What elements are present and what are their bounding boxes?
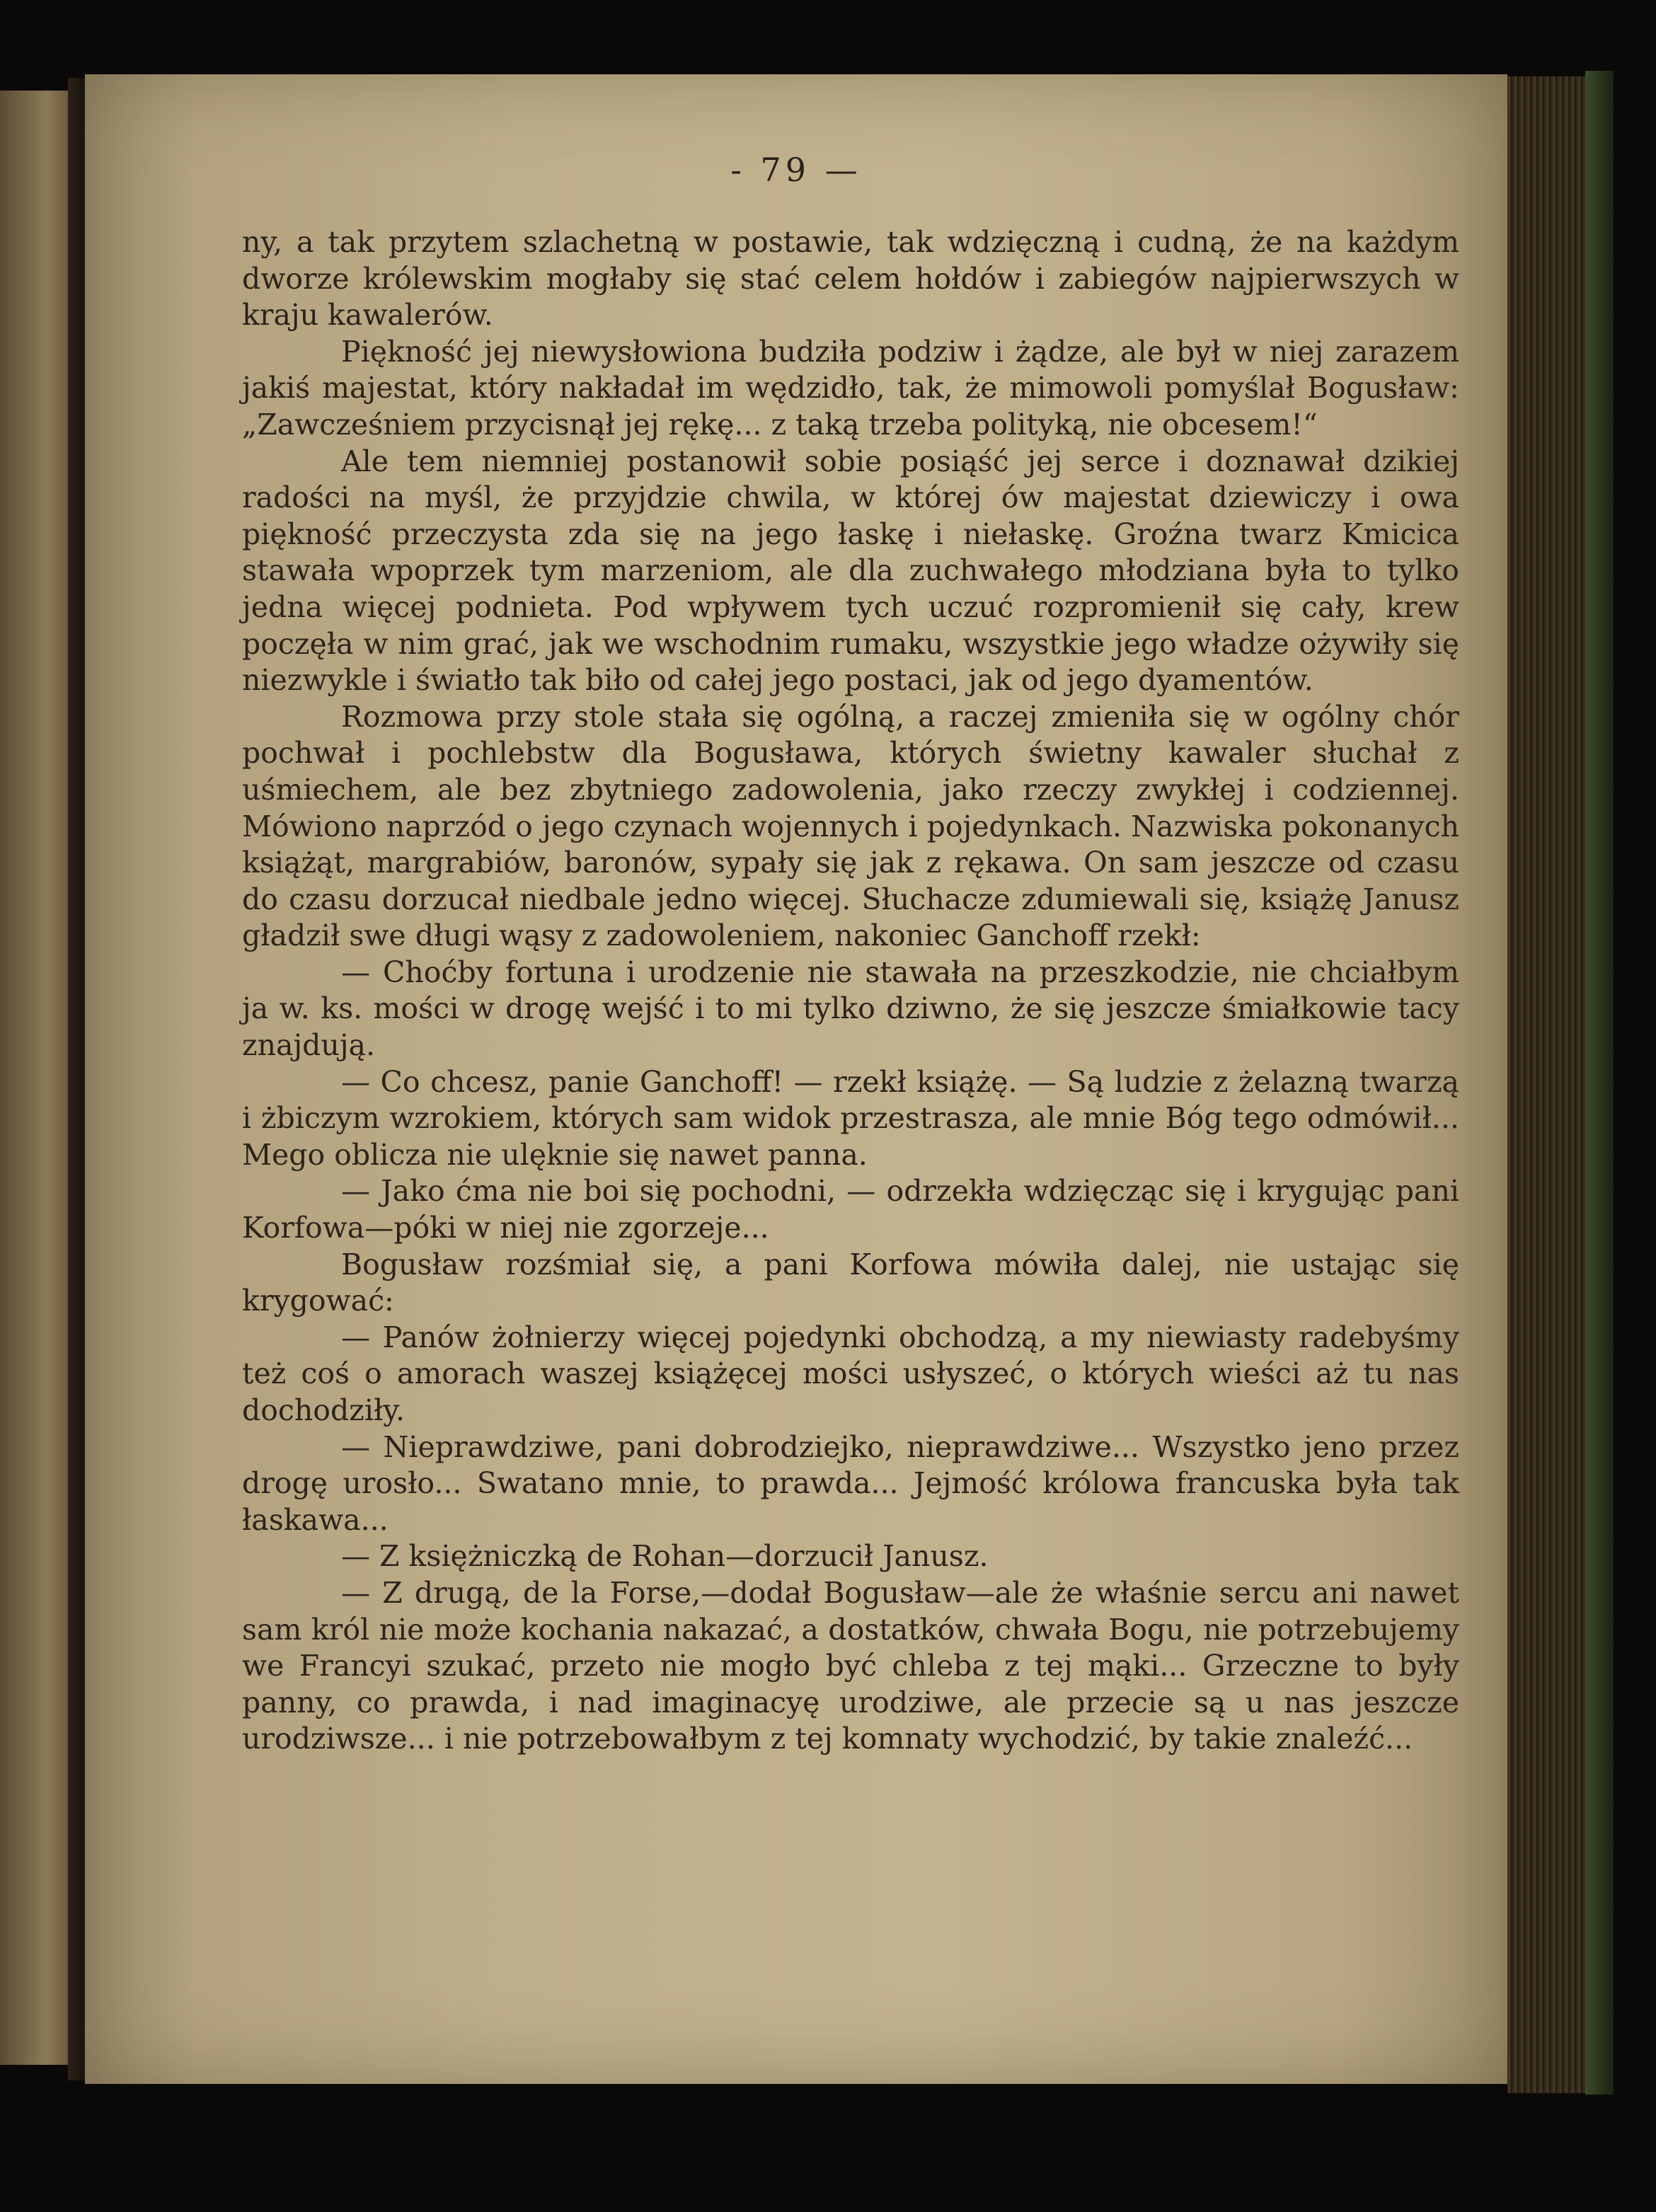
paragraph: ny, a tak przytem szlachetną w postawie, tak wdzięczną i cudną, że na każdym dworze królewskim mogłaby się stać celem hołdów i zabiegów najpierwszych w kraju kawalerów. <box>242 225 1459 333</box>
book-page <box>85 74 1507 2084</box>
paragraph: — Nieprawdziwe, pani dobrodziejko, nieprawdziwe... Wszystko jeno przez drogę urosło... Swatano mnie, to prawda... Jejmość królowa francuska była tak łaskawa... <box>242 1429 1459 1537</box>
paragraph: Piękność jej niewysłowiona budziła podziw i żądze, ale był w niej zarazem jakiś majestat, który nakładał im wędzidło, tak, że mimowoli pomyślał Bogusław: „Zawcześniem przycisnął jej rękę... z taką trzeba polityką, nie obcesem!“ <box>242 334 1459 442</box>
paragraph: — Choćby fortuna i urodzenie nie stawała na przeszkodzie, nie chciałbym ja w. ks. mości w drogę wejść i to mi tylko dziwno, że się jeszcze śmiałkowie tacy znajdują. <box>242 955 1459 1063</box>
book-cover-edge <box>1585 71 1614 2095</box>
paragraph: Bogusław rozśmiał się, a pani Korfowa mówiła dalej, nie ustając się krygować: <box>242 1247 1459 1318</box>
paragraph: — Panów żołnierzy więcej pojedynki obchodzą, a my niewiasty radebyśmy też coś o amorach waszej książęcej mości usłyszeć, o których wieści aż tu nas dochodziły. <box>242 1320 1459 1427</box>
paragraph: Rozmowa przy stole stała się ogólną, a raczej zmieniła się w ogólny chór pochwał i pochlebstw dla Bogusława, których świetny kawaler słuchał z uśmiechem, ale bez zbytniego zadowolenia, jako rzeczy zwykłej i codziennej. Mówiono naprzód o jego czynach wojennych i pojedynkach. Nazwiska pokonanych książąt, margrabiów, baronów, sypały się jak z rękawa. On sam jeszcze od czasu do czasu dorzucał niedbale jedno więcej. Słuchacze zdumiewali się, książę Janusz gładził swe długi wąsy z zadowoleniem, nakoniec Ganchoff rzekł: <box>242 699 1459 953</box>
page-block-edges <box>1507 76 1585 2093</box>
paragraph: Ale tem niemniej postanowił sobie posiąść jej serce i doznawał dzikiej radości na myśl, że przyjdzie chwila, w której ów majestat dziewiczy i owa piękność przeczysta zda się na jego łaskę i niełaskę. Groźna twarz Kmicica stawała wpoprzek tym marzeniom, ale dla zuchwałego młodziana była to tylko jedna więcej podnieta. Pod wpływem tych uczuć rozpromienił się cały, krew poczęła w nim grać, jak we wschodnim rumaku, wszystkie jego władze ożywiły się niezwykle i światło tak biło od całej jego postaci, jak od jego dyamentów. <box>242 444 1459 698</box>
paragraph: — Z drugą, de la Forse,—dodał Bogusław—ale że właśnie sercu ani nawet sam król nie może kochania nakazać, a dostatków, chwała Bogu, nie potrzebujemy we Francyi szukać, przeto nie mogło być chleba z tej mąki... Grzeczne to były panny, co prawda, i nad imaginacyę urodziwe, ale przecie są u nas jeszcze urodziwsze... i nie potrzebowałbym z tej komnaty wychodzić, by takie znaleźć... <box>242 1575 1459 1756</box>
paragraph: — Co chcesz, panie Ganchoff! — rzekł książę. — Są ludzie z żelazną twarzą i żbiczym wzrokiem, których sam widok przestrasza, ale mnie Bóg tego odmówił... Mego oblicza nie ulęknie się nawet panna. <box>242 1064 1459 1172</box>
page-text <box>242 224 1459 1758</box>
page-number: - 79 — <box>730 151 862 189</box>
paragraph: — Z księżniczką de Rohan—dorzucił Janusz. <box>341 1539 989 1574</box>
paragraph: — Jako ćma nie boi się pochodni, — odrzekła wdzięcząc się i krygując pani Korfowa—póki w niej nie zgorzeje... <box>242 1174 1459 1245</box>
